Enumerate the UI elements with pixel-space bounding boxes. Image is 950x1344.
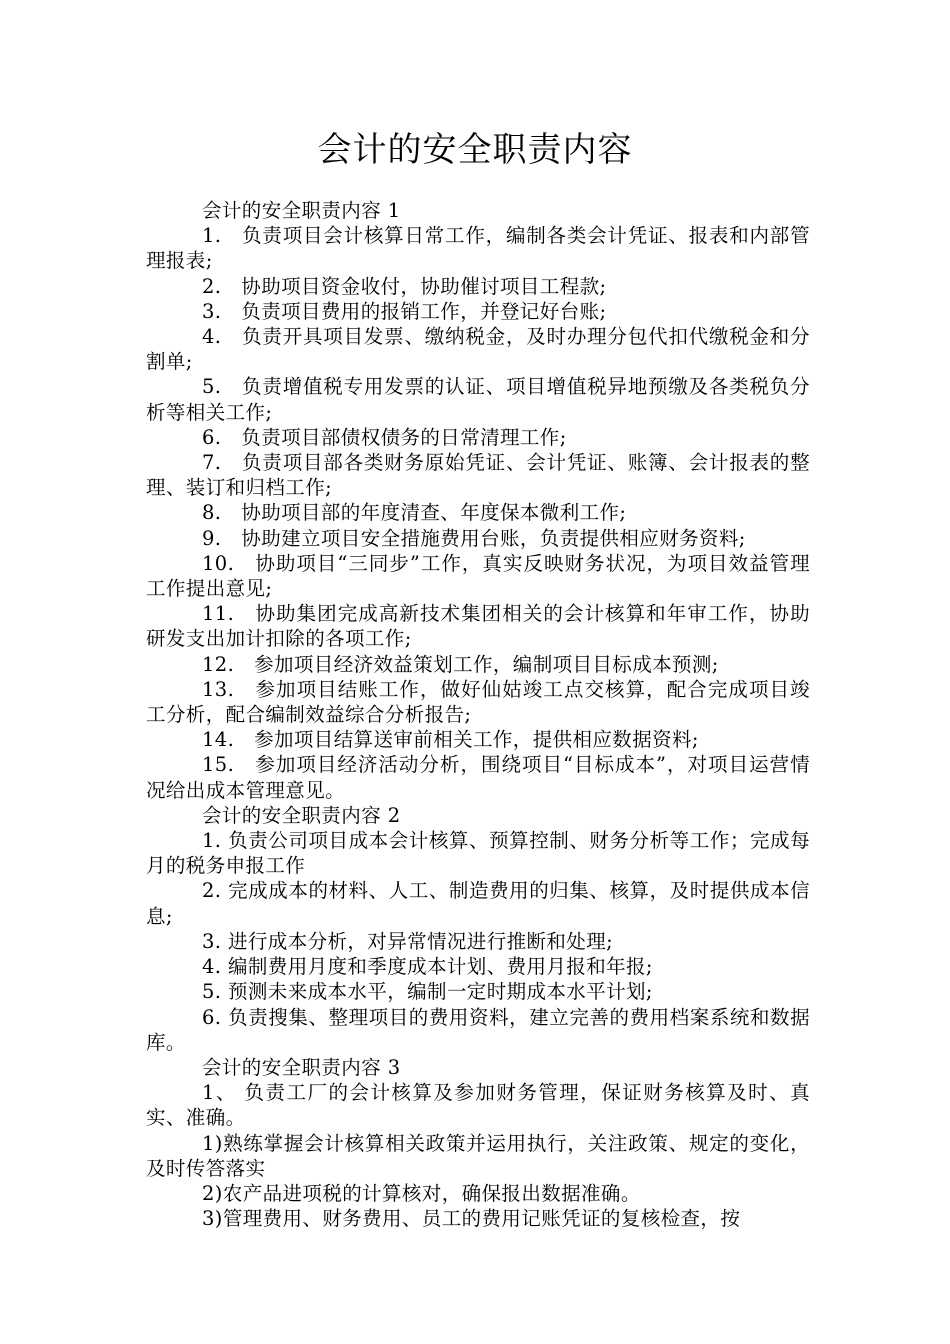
list-item: 15. 参加项目经济活动分析，围绕项目“目标成本”，对项目运营情况给出成本管理意见。 [146,753,810,802]
section-heading: 会计的安全职责内容 2 [202,803,401,827]
list-item: 2. 协助项目资金收付，协助催讨项目工程款; [202,274,607,298]
list-item: 1、 负责工厂的会计核算及参加财务管理，保证财务核算及时、真实、准确。 [146,1081,810,1130]
section-heading: 会计的安全职责内容 1 [202,199,401,222]
list-item: 2)农产品进项税的计算核对，确保报出数据准确。 [202,1181,641,1205]
list-item: 1)熟练掌握会计核算相关政策并运用执行，关注政策、规定的变化，及时传答落实 [146,1131,810,1180]
document-body [146,198,810,1231]
list-item: 9. 协助建立项目安全措施费用台账，负责提供相应财务资料; [202,526,746,550]
list-item: 7. 负责项目部各类财务原始凭证、会计凭证、账簿、会计报表的整理、装订和归档工作; [146,451,810,500]
list-item: 13. 参加项目结账工作，做好仙姑竣工点交核算，配合完成项目竣工分析，配合编制效益综合分析报告; [146,677,810,727]
list-item: 4. 编制费用月度和季度成本计划、费用月报和年报; [202,955,653,979]
section-heading: 会计的安全职责内容 3 [202,1055,401,1079]
document-title: 会计的安全职责内容 [317,130,633,170]
list-item: 10. 协助项目“三同步”工作，真实反映财务状况，为项目效益管理工作提出意见; [146,551,810,601]
list-item: 1. 负责项目会计核算日常工作，编制各类会计凭证、报表和内部管理报表; [146,224,810,273]
list-item: 12. 参加项目经济效益策划工作，编制项目目标成本预测; [202,652,719,676]
list-item: 3)管理费用、财务费用、员工的费用记账凭证的复核检查，按 [202,1207,741,1231]
list-item: 5. 预测未来成本水平，编制一定时期成本水平计划; [202,980,653,1004]
list-item: 14. 参加项目结算送审前相关工作，提供相应数据资料; [202,728,699,752]
list-item: 3. 进行成本分析，对异常情况进行推断和处理; [202,929,614,953]
list-item: 8. 协助项目部的年度清查、年度保本微利工作; [202,501,627,525]
list-item: 3. 负责项目费用的报销工作，并登记好台账; [202,299,607,323]
list-item: 11. 协助集团完成高新技术集团相关的会计核算和年审工作，协助研发支出加计扣除的各项工作; [146,602,810,651]
list-item: 6. 负责搜集、整理项目的费用资料，建立完善的费用档案系统和数据库。 [146,1005,810,1054]
list-item: 2. 完成成本的材料、人工、制造费用的归集、核算，及时提供成本信息; [146,879,810,928]
list-item: 6. 负责项目部债权债务的日常清理工作; [202,425,567,449]
list-item: 1. 负责公司项目成本会计核算、预算控制、财务分析等工作；完成每月的税务申报工作 [146,829,810,878]
list-item: 5. 负责增值税专用发票的认证、项目增值税异地预缴及各类税负分析等相关工作; [146,375,810,424]
list-item: 4. 负责开具项目发票、缴纳税金，及时办理分包代扣代缴税金和分割单; [146,325,810,374]
